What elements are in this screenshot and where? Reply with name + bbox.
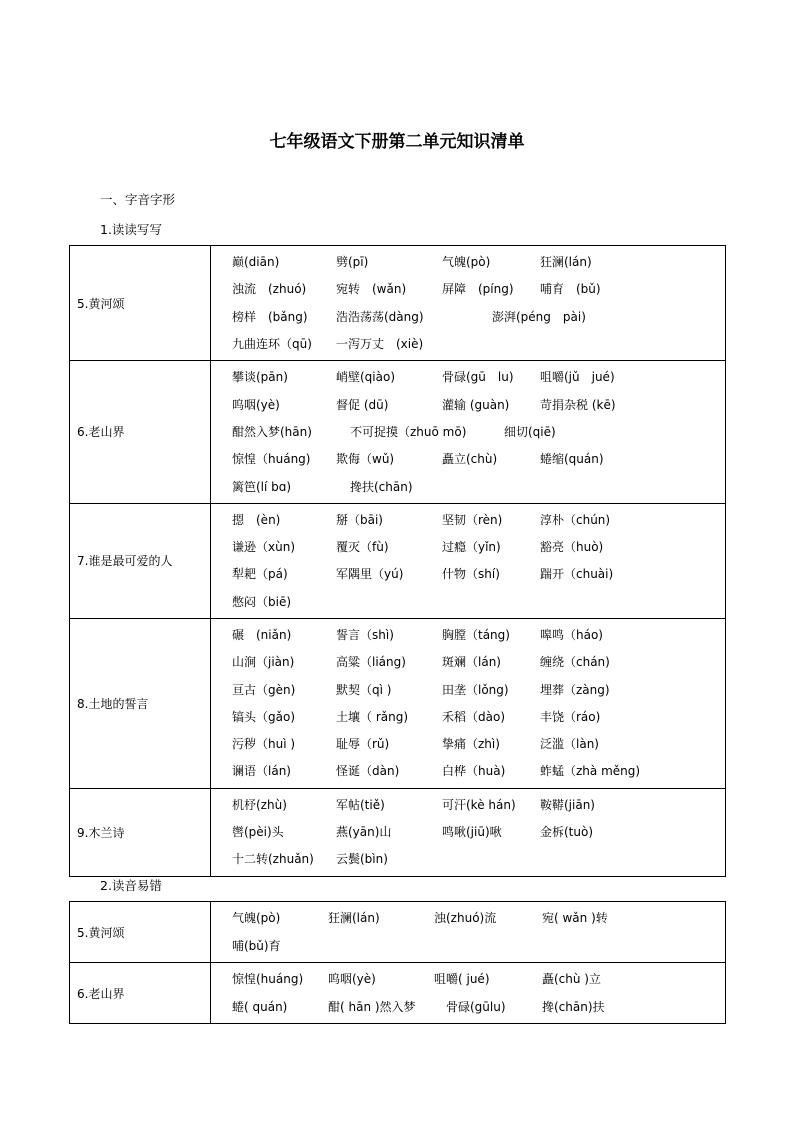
lesson-title-cell: 6.老山界	[70, 361, 211, 503]
vocab-word: 哺育 (bǔ)	[540, 282, 601, 297]
vocab-word: 田垄（lǒng)	[442, 682, 509, 697]
word-line	[232, 363, 725, 390]
vocab-word: 蜷缩(quán)	[540, 452, 604, 467]
vocab-word: 督促 (dū)	[336, 397, 389, 412]
vocab-word: 山涧（jiàn)	[232, 655, 295, 670]
vocab-word: 骨碌(gūlu)	[446, 999, 506, 1014]
vocab-word: 搀(chān)扶	[542, 999, 605, 1014]
vocab-word: 屏障 (píng)	[442, 282, 514, 297]
lesson-title-cell: 5.黄河颂	[70, 902, 211, 963]
vocab-word: 可汗(kè hán)	[442, 797, 516, 812]
vocab-word: 十二转(zhuǎn)	[232, 852, 314, 867]
vocab-word: 默契（qì )	[336, 682, 392, 697]
vocab-word: 白桦（huà)	[442, 764, 506, 779]
word-line	[232, 330, 725, 357]
table-row	[70, 361, 726, 503]
vocab-word: 怪诞（dàn)	[336, 764, 400, 779]
vocab-word: 燕(yān)山	[336, 825, 392, 840]
vocab-word: 矗(chù )立	[542, 972, 601, 987]
vocab-word: 泛滥（làn)	[540, 737, 599, 752]
vocab-word: 狂澜(lán)	[540, 255, 592, 270]
vocab-word: 过瘾（yǐn)	[442, 540, 501, 555]
pronunciation-table	[69, 901, 726, 1024]
word-line	[232, 506, 725, 533]
vocab-word: 呜咽(yè)	[328, 972, 376, 987]
vocab-word: 惊惶（huáng)	[232, 452, 311, 467]
vocab-word: 碾 (niǎn)	[232, 628, 292, 642]
vocab-word: 巅(diān)	[232, 255, 280, 270]
vocab-word: 辔(pèi)头	[232, 825, 284, 840]
word-list-cell	[211, 902, 726, 963]
vocab-word: 咀嚼(jǔ jué)	[540, 370, 615, 385]
vocab-word: 一泻万丈 (xiè)	[336, 337, 424, 352]
word-line	[232, 965, 725, 993]
vocab-word: 搀扶(chān)	[350, 479, 413, 494]
word-list-cell	[211, 361, 726, 503]
vocab-word: 狂澜(lán)	[328, 911, 380, 926]
vocab-word: 高粱（liáng)	[336, 655, 406, 670]
vocab-word: 宛( wǎn )转	[542, 911, 608, 926]
vocab-word: 胸膛（táng)	[442, 628, 510, 642]
table-row	[70, 503, 726, 618]
word-list-cell	[211, 503, 726, 618]
word-line	[232, 390, 725, 417]
word-line	[232, 730, 725, 757]
vocab-word: 覆灭（fù)	[336, 540, 389, 555]
vocab-word: 灌输 (guàn)	[442, 397, 510, 412]
vocab-word: 污秽（huì )	[232, 737, 296, 752]
vocab-word: 峭壁(qiào)	[336, 370, 396, 385]
word-line	[232, 275, 725, 302]
word-line	[232, 757, 725, 784]
word-line	[232, 533, 725, 560]
word-line	[232, 248, 725, 275]
vocab-word: 淳朴（chún)	[540, 512, 611, 527]
word-line	[232, 675, 725, 702]
vocab-word: 蜷( quán)	[232, 999, 288, 1014]
vocab-word: 军隅里（yú)	[336, 567, 404, 582]
word-line	[232, 845, 725, 872]
word-line	[232, 993, 725, 1021]
vocab-word: 誓言（shì)	[336, 628, 394, 642]
vocab-word: 澎湃(péng pài)	[492, 309, 586, 324]
vocab-word: 气魄(pò)	[442, 255, 491, 270]
vocab-word: 气魄(pò)	[232, 911, 281, 926]
vocab-word: 欺侮（wǔ)	[336, 452, 395, 467]
vocab-word: 劈(pī)	[336, 255, 369, 270]
vocab-word: 踹开（chuài)	[540, 567, 614, 582]
word-line	[232, 418, 725, 445]
vocab-word: 鸣啾(jiū)啾	[442, 825, 502, 840]
word-line	[232, 904, 725, 932]
vocab-word: 嗥鸣（háo)	[540, 628, 603, 642]
word-line	[232, 703, 725, 730]
word-list-cell	[211, 788, 726, 876]
vocab-word: 掰（bāi)	[336, 512, 383, 527]
lesson-title-cell: 8.土地的誓言	[70, 618, 211, 788]
vocab-word: 金柝(tuò)	[540, 825, 594, 840]
vocab-word: 酣( hān )然入梦	[328, 999, 416, 1014]
vocab-word: 埋葬（zàng)	[540, 682, 610, 697]
vocab-word: 豁亮（huò)	[540, 540, 604, 555]
vocab-word: 摁 (èn)	[232, 512, 281, 527]
word-line	[232, 932, 725, 960]
vocab-word: 犁耙（pá)	[232, 567, 288, 582]
vocab-word: 镐头（gǎo)	[232, 709, 295, 724]
vocab-word: 蚱蜢（zhà měng)	[540, 764, 641, 779]
table-row	[70, 902, 726, 963]
vocab-word: 榜样 (bǎng)	[232, 309, 308, 324]
vocab-word: 缠绕（chán)	[540, 655, 610, 670]
vocab-word: 军帖(tiě)	[336, 797, 385, 812]
vocab-word: 憋闷（biē)	[232, 594, 292, 609]
lesson-title-cell: 7.谁是最可爱的人	[70, 503, 211, 618]
vocab-word: 禾稻（dào)	[442, 709, 505, 724]
word-line	[232, 303, 725, 330]
vocab-word: 细切(qiē)	[504, 424, 556, 439]
vocab-word: 丰饶（ráo)	[540, 709, 601, 724]
vocab-word: 宛转 (wǎn)	[336, 282, 407, 297]
word-line	[232, 560, 725, 587]
vocab-word: 攀谈(pān)	[232, 370, 288, 385]
subsection-heading-pronunciation: 2.读音易错	[100, 878, 162, 893]
vocab-word: 咀嚼( jué)	[434, 972, 490, 987]
vocab-word: 呜咽(yè)	[232, 397, 280, 412]
word-line	[232, 818, 725, 845]
vocab-word: 骨碌(gū lu)	[442, 370, 514, 385]
vocab-word: 土壤（ rǎng)	[336, 709, 409, 724]
page-title: 七年级语文下册第二单元知识清单	[269, 132, 525, 152]
vocab-word: 哺(bǔ)育	[232, 938, 281, 953]
vocab-word: 机杼(zhù)	[232, 797, 287, 812]
vocab-word: 酣然入梦(hān)	[232, 424, 312, 439]
vocab-word: 云鬓(bìn)	[336, 852, 388, 867]
word-list-cell	[211, 618, 726, 788]
section-heading: 一、字音字形	[100, 192, 176, 207]
word-line	[232, 472, 725, 499]
table-row	[70, 788, 726, 876]
word-line	[232, 588, 725, 615]
lesson-title-cell: 6.老山界	[70, 963, 211, 1024]
word-line	[232, 621, 725, 648]
vocab-word: 矗立(chù)	[442, 452, 498, 467]
vocab-word: 苛捐杂税 (kē)	[540, 397, 616, 412]
vocab-word: 谰语（lán)	[232, 764, 291, 779]
vocab-word: 浩浩荡荡(dàng)	[336, 309, 424, 324]
vocab-word: 坚韧（rèn)	[442, 512, 503, 527]
vocab-word: 鞍鞯(jiān)	[540, 797, 595, 812]
vocab-word: 挚痛（zhì)	[442, 737, 500, 752]
vocab-word: 九曲连环（qū)	[232, 337, 312, 352]
vocab-word: 浊流 (zhuó)	[232, 282, 307, 297]
vocab-word: 不可捉摸（zhuō mō)	[350, 424, 467, 439]
vocab-word: 篱笆(lí bɑ)	[232, 479, 292, 494]
word-line	[232, 791, 725, 818]
vocab-word: 什物（shí)	[442, 567, 500, 582]
word-line	[232, 445, 725, 472]
subsection-heading-read-write: 1.读读写写	[100, 222, 162, 237]
word-list-cell	[211, 963, 726, 1024]
vocab-word: 浊(zhuó)流	[434, 911, 497, 926]
table-row	[70, 246, 726, 361]
vocab-word: 谦逊（xùn)	[232, 540, 295, 555]
table-row	[70, 963, 726, 1024]
vocab-word: 惊惶(huáng)	[232, 972, 304, 987]
vocab-word: 斑斓（lán)	[442, 655, 501, 670]
table-row	[70, 618, 726, 788]
lesson-title-cell: 9.木兰诗	[70, 788, 211, 876]
read-write-table	[69, 245, 726, 877]
vocab-word: 耻辱（rǔ)	[336, 737, 390, 752]
word-list-cell	[211, 246, 726, 361]
lesson-title-cell: 5.黄河颂	[70, 246, 211, 361]
word-line	[232, 648, 725, 675]
vocab-word: 亘古（gèn)	[232, 682, 296, 697]
